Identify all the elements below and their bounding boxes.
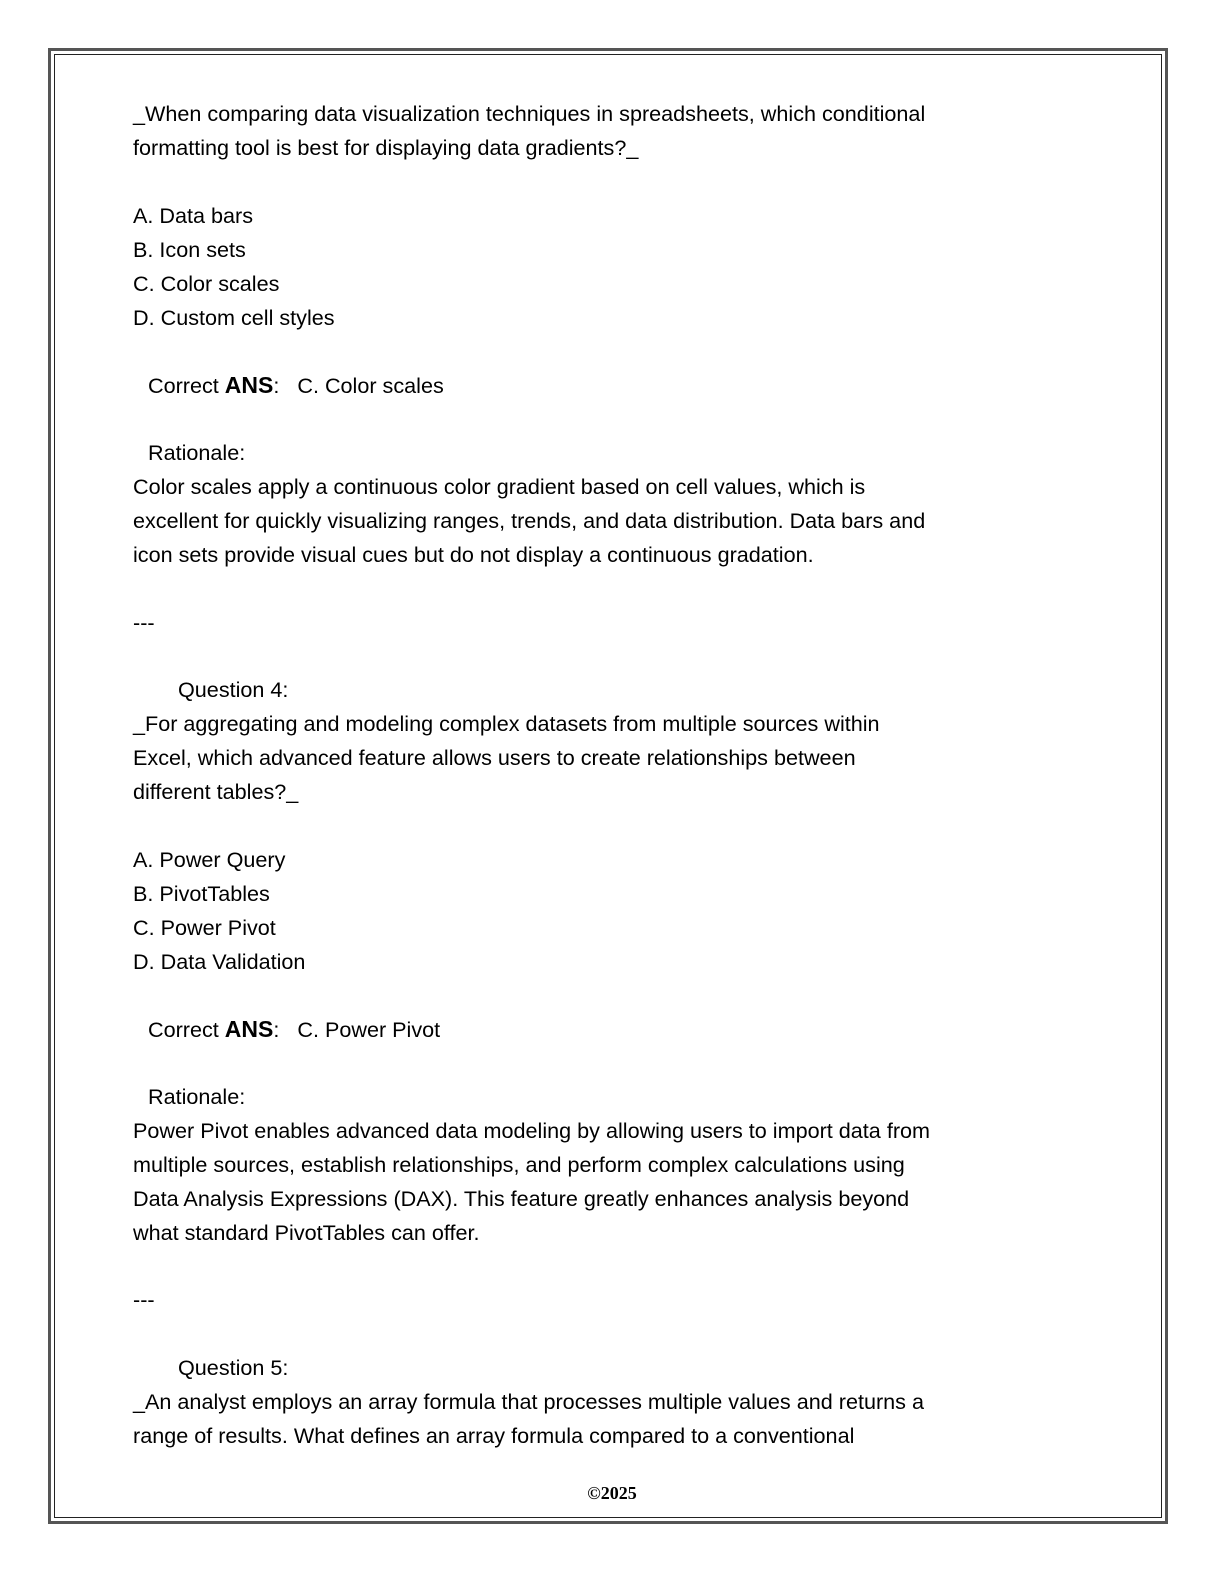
rationale-label: Rationale: <box>148 440 246 465</box>
colon: : <box>273 1017 280 1042</box>
question-text: formatting tool is best for displaying data gradients?_ <box>133 135 639 160</box>
option-c: C. Color scales <box>133 271 280 296</box>
question-title: Question 4: <box>178 677 289 702</box>
rationale-text: what standard PivotTables can offer. <box>133 1220 480 1245</box>
answer-value: C. Power Pivot <box>297 1017 441 1042</box>
option-d: D. Custom cell styles <box>133 305 335 330</box>
option-a: A. Power Query <box>133 847 286 872</box>
correct-answer <box>148 368 444 403</box>
rationale-text: Power Pivot enables advanced data modeling by allowing users to import data from <box>133 1118 931 1143</box>
option-a: A. Data bars <box>133 203 254 228</box>
option-b: B. PivotTables <box>133 881 270 906</box>
ans-label: ANS <box>224 1016 274 1042</box>
correct-answer <box>148 1012 440 1047</box>
question-text: different tables?_ <box>133 779 299 804</box>
rationale-text: Data Analysis Expressions (DAX). This feature greatly enhances analysis beyond <box>133 1186 910 1211</box>
ans-label: ANS <box>224 372 274 398</box>
correct-label: Correct <box>148 373 225 398</box>
option-b: B. Icon sets <box>133 237 246 262</box>
question-text: Excel, which advanced feature allows users to create relationships between <box>133 745 856 770</box>
question-text: _An analyst employs an array formula that processes multiple values and returns a <box>133 1389 924 1414</box>
rationale-text: multiple sources, establish relationships, and perform complex calculations using <box>133 1152 905 1177</box>
question-text: _For aggregating and modeling complex datasets from multiple sources within <box>133 711 880 736</box>
separator: --- <box>133 610 155 635</box>
option-d: D. Data Validation <box>133 949 306 974</box>
copyright-footer: ©2025 <box>587 1483 637 1503</box>
question-title: Question 5: <box>178 1355 289 1380</box>
option-c: C. Power Pivot <box>133 915 276 940</box>
rationale-label: Rationale: <box>148 1084 246 1109</box>
rationale-text: excellent for quickly visualizing ranges, trends, and data distribution. Data bars and <box>133 508 926 533</box>
rationale-text: icon sets provide visual cues but do not display a continuous gradation. <box>133 542 814 567</box>
rationale-text: Color scales apply a continuous color gradient based on cell values, which is <box>133 474 866 499</box>
question-text: range of results. What defines an array formula compared to a conventional <box>133 1423 855 1448</box>
colon: : <box>273 373 280 398</box>
answer-value: C. Color scales <box>297 373 444 398</box>
question-text: _When comparing data visualization techniques in spreadsheets, which conditional <box>133 101 926 126</box>
correct-label: Correct <box>148 1017 225 1042</box>
separator: --- <box>133 1287 155 1312</box>
